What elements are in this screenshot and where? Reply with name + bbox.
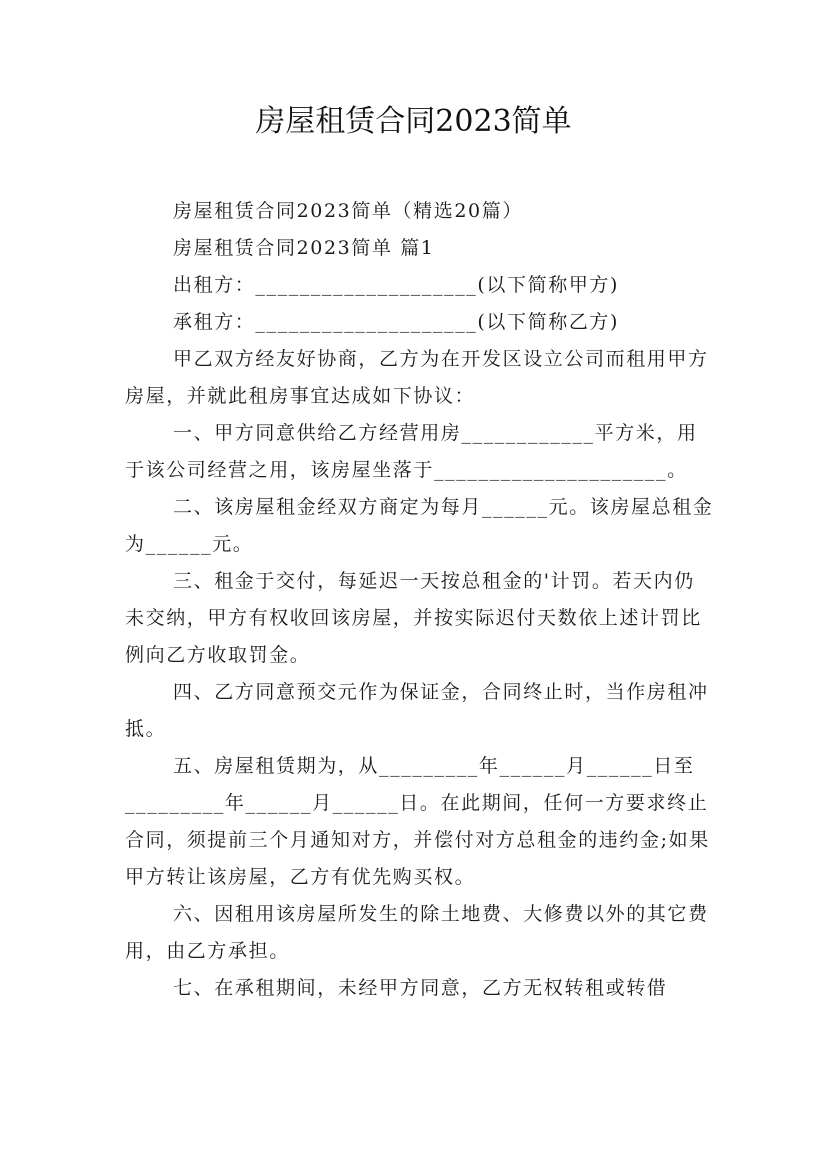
document-body — [125, 193, 715, 1007]
lessor-line: 出租方：____________________(以下简称甲方) — [173, 274, 620, 296]
intro-paragraph: 甲乙双方经友好协商，乙方为在开发区设立公司而租用甲方房屋，并就此租房事宜达成如下协议： — [125, 348, 709, 407]
clause-5: 五、房屋租赁期为，从_________年______月______日至_________年______月______日。在此期间，任何一方要求终止合同，须提前三个月通知对方，并偿付对方总租金的违约金;如果甲方转让该房屋，乙方有优先购买权。 — [125, 755, 710, 888]
clause-2: 二、该房屋租金经双方商定为每月______元。该房屋总租金为______元。 — [125, 496, 714, 555]
clause-1: 一、甲方同意供给乙方经营用房____________平方米，用于该公司经营之用，该房屋坐落于_____________________。 — [125, 422, 698, 481]
clause-7: 七、在承租期间，未经甲方同意，乙方无权转租或转借 — [173, 977, 668, 999]
document-title: 房屋租赁合同2023简单 — [255, 104, 572, 139]
lessee-line: 承租方：____________________(以下简称乙方) — [173, 311, 620, 333]
subtitle-line: 房屋租赁合同2023简单（精选20篇） — [173, 200, 523, 222]
clause-6: 六、因租用该房屋所发生的除土地费、大修费以外的其它费用，由乙方承担。 — [125, 903, 709, 962]
section-heading: 房屋租赁合同2023简单 篇1 — [173, 237, 435, 259]
clause-4: 四、乙方同意预交元作为保证金，合同终止时，当作房租冲抵。 — [125, 681, 709, 740]
clause-3: 三、租金于交付，每延迟一天按总租金的'计罚。若天内仍未交纳，甲方有权收回该房屋，并按实际迟付天数依上述计罚比例向乙方收取罚金。 — [125, 570, 702, 666]
